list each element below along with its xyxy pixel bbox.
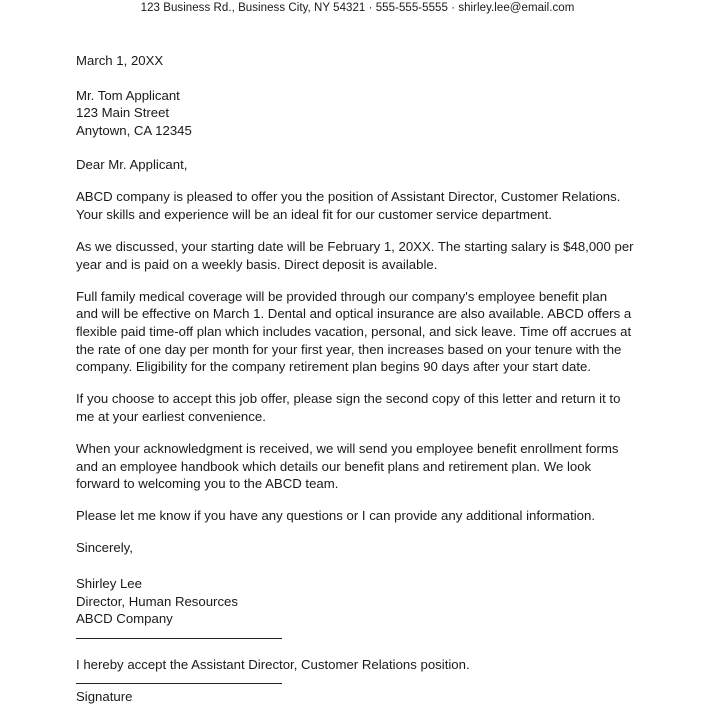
paragraph-line: forward to welcoming you to the ABCD team. [76,476,339,492]
salutation: Dear Mr. Applicant, [76,157,188,173]
signature-line-sender [76,628,282,639]
signature-label: Signature [76,689,133,705]
paragraph-questions [76,507,656,525]
paragraph-line: company. Eligibility for the company retirement plan begins 90 days after your start date. [76,359,592,375]
paragraph-line: and will be effective on March 1. Dental and optical insurance are also available. ABCD offers a [76,306,632,322]
paragraph-line: year and is paid on a weekly basis. Direct deposit is available. [76,256,438,272]
paragraph-line: If you choose to accept this job offer, please sign the second copy of this letter and return it to [76,391,621,407]
paragraph-acknowledgment [76,440,656,493]
signature-line-acceptance [76,673,282,684]
letter-date: March 1, 20XX [76,53,164,68]
closing: Sincerely, [76,540,133,556]
recipient-name: Mr. Tom Applicant [76,87,180,103]
paragraph-accept-instructions [76,390,656,425]
sender-company: ABCD Company [76,611,173,627]
recipient-address [76,87,656,140]
paragraph-line: Your skills and experience will be an ideal fit for our customer service department. [76,207,552,223]
letter-body [76,52,656,706]
recipient-street: 123 Main Street [76,105,170,121]
paragraph-benefits [76,288,656,376]
sender-title: Director, Human Resources [76,593,238,609]
paragraph-line: When your acknowledgment is received, we will send you employee benefit enrollment forms [76,441,619,456]
paragraph-line: Full family medical coverage will be provided through our company's employee benefit plan [76,288,608,304]
paragraph-salary [76,238,656,273]
paragraph-line: me at your earliest convenience. [76,408,266,424]
paragraph-line: ABCD company is pleased to offer you the position of Assistant Director, Customer Relations. [76,189,621,205]
paragraph-offer [76,188,656,223]
paragraph-line: the rate of one day per month for your first year, then increases based on your tenure with the [76,341,622,357]
sender-block [76,575,656,628]
paragraph-line: flexible paid time-off plan which includes vacation, personal, and sick leave. Time off accrues at [76,324,632,340]
sender-name: Shirley Lee [76,575,142,591]
paragraph-line: As we discussed, your starting date will be February 1, 20XX. The starting salary is $48,000 per [76,239,634,255]
recipient-city: Anytown, CA 12345 [76,122,192,138]
paragraph-line: and an employee handbook which details our benefit plans and retirement plan. We look [76,458,592,474]
acceptance-statement: I hereby accept the Assistant Director, Customer Relations position. [76,656,470,672]
letterhead-contact: 123 Business Rd., Business City, NY 54321 · 555-555-5555 · shirley.lee@email.com [140,2,575,14]
paragraph-line: Please let me know if you have any questions or I can provide any additional information. [76,508,596,524]
